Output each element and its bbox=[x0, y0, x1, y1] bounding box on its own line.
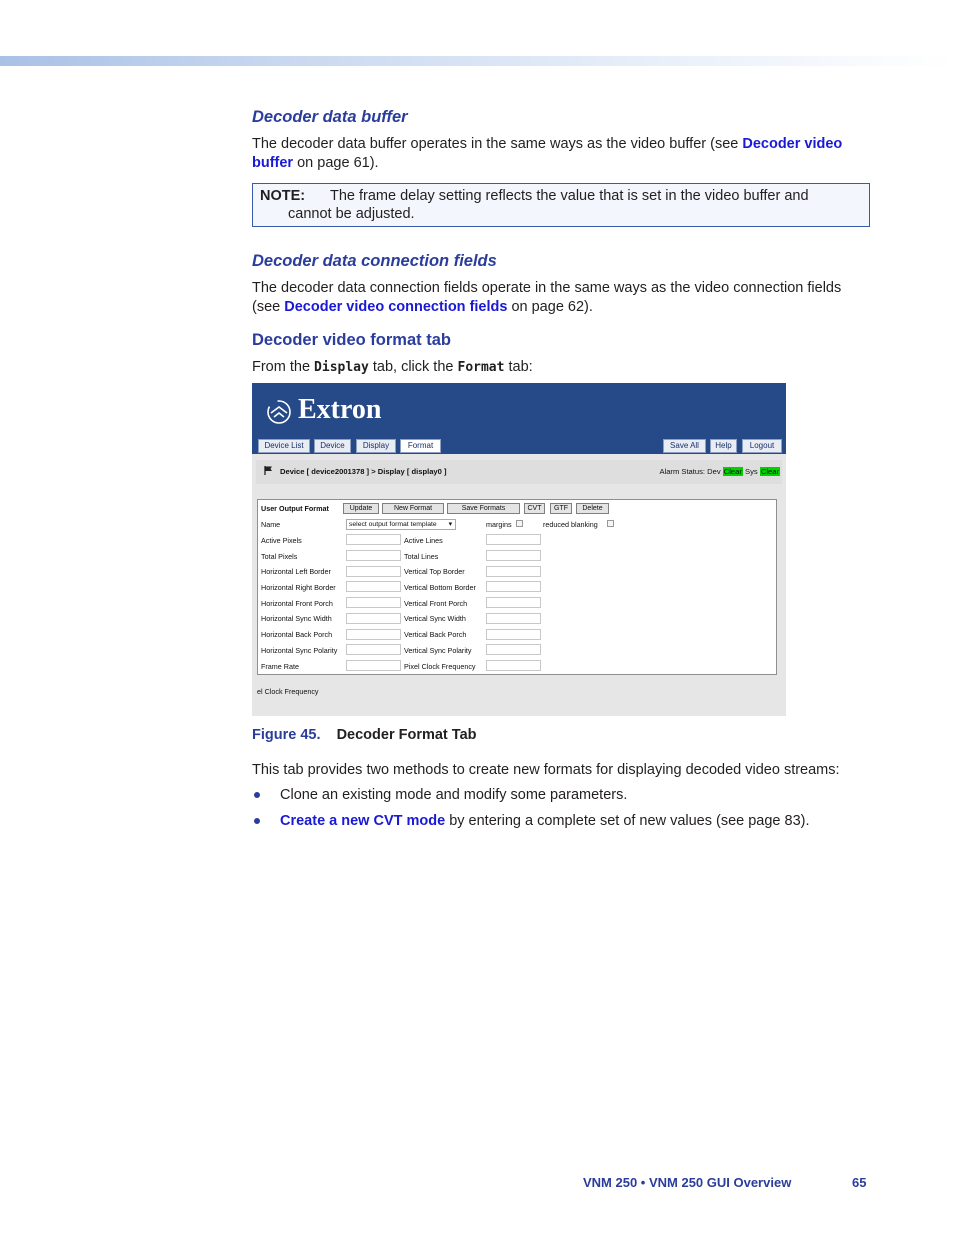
active-lines-input[interactable] bbox=[486, 534, 541, 545]
bullet-icon bbox=[254, 792, 260, 798]
format-template-value: select output format template bbox=[349, 521, 437, 528]
cvt-button[interactable]: CVT bbox=[524, 503, 545, 514]
h-front-porch-input[interactable] bbox=[346, 597, 401, 608]
dropdown-arrow-icon: ▾ bbox=[448, 521, 452, 528]
tab-device[interactable]: Device bbox=[314, 439, 351, 453]
v-back-porch-input[interactable] bbox=[486, 629, 541, 640]
field-label: Active Lines bbox=[404, 536, 443, 545]
h-sync-width-input[interactable] bbox=[346, 613, 401, 624]
new-format-button[interactable]: New Format bbox=[382, 503, 444, 514]
field-label: Horizontal Right Border bbox=[261, 583, 336, 592]
create-new-cvt-mode-link[interactable]: Create a new CVT mode bbox=[280, 813, 446, 829]
user-output-format-panel bbox=[257, 499, 777, 675]
bullet-icon bbox=[254, 818, 260, 824]
field-label: Pixel Clock Frequency bbox=[404, 662, 476, 671]
buffer-text-end: on page 61). bbox=[293, 154, 379, 171]
total-lines-input[interactable] bbox=[486, 550, 541, 561]
clipped-tooltip-text: el Clock Frequency bbox=[257, 687, 319, 696]
section-heading-format-tab: Decoder video format tab bbox=[252, 331, 451, 349]
v-top-border-input[interactable] bbox=[486, 566, 541, 577]
decoder-video-connection-fields-link[interactable]: Decoder video connection fields bbox=[284, 298, 508, 315]
frame-rate-input[interactable] bbox=[346, 660, 401, 671]
instruction-text: From the bbox=[252, 359, 315, 375]
buffer-text: The decoder data buffer operates in the same ways as the video buffer (see bbox=[252, 136, 743, 152]
field-label: Vertical Sync Polarity bbox=[404, 646, 472, 655]
field-label: Vertical Back Porch bbox=[404, 630, 467, 639]
page-number: 65 bbox=[852, 1175, 867, 1190]
bullet-item-clone: Clone an existing mode and modify some parameters. bbox=[280, 787, 628, 803]
methods-intro: This tab provides two methods to create new formats for displaying decoded video streams: bbox=[252, 762, 840, 778]
display-code: Display bbox=[314, 360, 369, 375]
field-label: Vertical Front Porch bbox=[404, 599, 468, 608]
note-box bbox=[252, 183, 870, 227]
field-label: Active Pixels bbox=[261, 536, 302, 545]
breadcrumb: Device [ device2001378 ] > Display [ display0 ] bbox=[280, 467, 447, 476]
gtf-button[interactable]: GTF bbox=[550, 503, 572, 514]
active-pixels-input[interactable] bbox=[346, 534, 401, 545]
bullet-item-cvt bbox=[280, 812, 810, 831]
field-label: Vertical Sync Width bbox=[404, 614, 466, 623]
note-text-line1: The frame delay setting reflects the value that is set in the video buffer and bbox=[330, 188, 809, 204]
connection-text-end: on page 62). bbox=[507, 298, 593, 315]
format-template-select[interactable] bbox=[346, 519, 456, 530]
field-label: Horizontal Front Porch bbox=[261, 599, 333, 608]
h-sync-polarity-input[interactable] bbox=[346, 644, 401, 655]
save-formats-button[interactable]: Save Formats bbox=[447, 503, 520, 514]
instruction-text-3: tab: bbox=[504, 359, 533, 375]
reduced-blanking-label: reduced blanking bbox=[543, 520, 598, 529]
alarm-label: Alarm Status: Dev bbox=[659, 467, 721, 476]
format-code: Format bbox=[457, 360, 505, 375]
field-label: Total Pixels bbox=[261, 552, 298, 561]
note-label: NOTE: bbox=[260, 188, 306, 204]
field-label: Horizontal Back Porch bbox=[261, 630, 333, 639]
breadcrumb-bar bbox=[256, 460, 782, 484]
pixel-clock-frequency-input[interactable] bbox=[486, 660, 541, 671]
decoder-video-buffer-link-cont[interactable]: buffer bbox=[252, 154, 294, 171]
top-accent-bar bbox=[0, 56, 954, 66]
form-title: User Output Format bbox=[261, 504, 329, 513]
cvt-text: by entering a complete set of new values (see page 83). bbox=[445, 813, 810, 829]
h-right-border-input[interactable] bbox=[346, 581, 401, 592]
decoder-video-buffer-link[interactable]: Decoder video bbox=[742, 136, 843, 152]
field-label: Frame Rate bbox=[261, 662, 299, 671]
field-label: Total Lines bbox=[404, 552, 439, 561]
help-button[interactable]: Help bbox=[710, 439, 737, 453]
tab-device-list[interactable]: Device List bbox=[258, 439, 310, 453]
field-label: Horizontal Sync Width bbox=[261, 614, 332, 623]
name-label: Name bbox=[261, 520, 281, 529]
app-header bbox=[252, 383, 786, 454]
extron-logo-icon bbox=[265, 398, 293, 426]
field-label: Horizontal Sync Polarity bbox=[261, 646, 338, 655]
v-front-porch-input[interactable] bbox=[486, 597, 541, 608]
field-label: Vertical Top Border bbox=[404, 567, 465, 576]
margins-checkbox[interactable] bbox=[516, 520, 523, 527]
buffer-paragraph bbox=[252, 135, 872, 172]
connection-text-see: (see bbox=[252, 298, 285, 315]
v-bottom-border-input[interactable] bbox=[486, 581, 541, 592]
sys-status-badge: Clear bbox=[760, 467, 779, 476]
field-label: Horizontal Left Border bbox=[261, 567, 331, 576]
h-left-border-input[interactable] bbox=[346, 566, 401, 577]
field-label: Vertical Bottom Border bbox=[404, 583, 476, 592]
margins-label: margins bbox=[486, 520, 512, 529]
total-pixels-input[interactable] bbox=[346, 550, 401, 561]
save-all-button[interactable]: Save All bbox=[663, 439, 706, 453]
dev-status-badge: Clear bbox=[723, 467, 742, 476]
tab-display[interactable]: Display bbox=[356, 439, 396, 453]
v-sync-polarity-input[interactable] bbox=[486, 644, 541, 655]
tab-format[interactable]: Format bbox=[400, 439, 441, 453]
alarm-status bbox=[659, 467, 780, 476]
decoder-format-screenshot bbox=[252, 383, 786, 716]
connection-text: The decoder data connection fields operate in the same ways as the video connection fields bbox=[252, 280, 842, 296]
delete-button[interactable]: Delete bbox=[576, 503, 609, 514]
flag-icon bbox=[264, 466, 273, 475]
reduced-blanking-checkbox[interactable] bbox=[607, 520, 614, 527]
figure-caption bbox=[252, 727, 477, 743]
format-instruction bbox=[252, 358, 533, 378]
instruction-text-2: tab, click the bbox=[368, 359, 458, 375]
h-back-porch-input[interactable] bbox=[346, 629, 401, 640]
figure-title: Decoder Format Tab bbox=[336, 727, 477, 743]
section-heading-buffer: Decoder data buffer bbox=[252, 108, 408, 126]
update-button[interactable]: Update bbox=[343, 503, 379, 514]
sys-label: Sys bbox=[745, 467, 758, 476]
note-text-line2: cannot be adjusted. bbox=[288, 206, 415, 222]
figure-number: Figure 45. bbox=[252, 727, 321, 743]
extron-logo-text: Extron bbox=[298, 394, 382, 425]
section-heading-connection: Decoder data connection fields bbox=[252, 252, 497, 270]
connection-paragraph bbox=[252, 279, 882, 316]
logout-button[interactable]: Logout bbox=[742, 439, 782, 453]
footer-title: VNM 250 • VNM 250 GUI Overview bbox=[583, 1175, 792, 1190]
v-sync-width-input[interactable] bbox=[486, 613, 541, 624]
